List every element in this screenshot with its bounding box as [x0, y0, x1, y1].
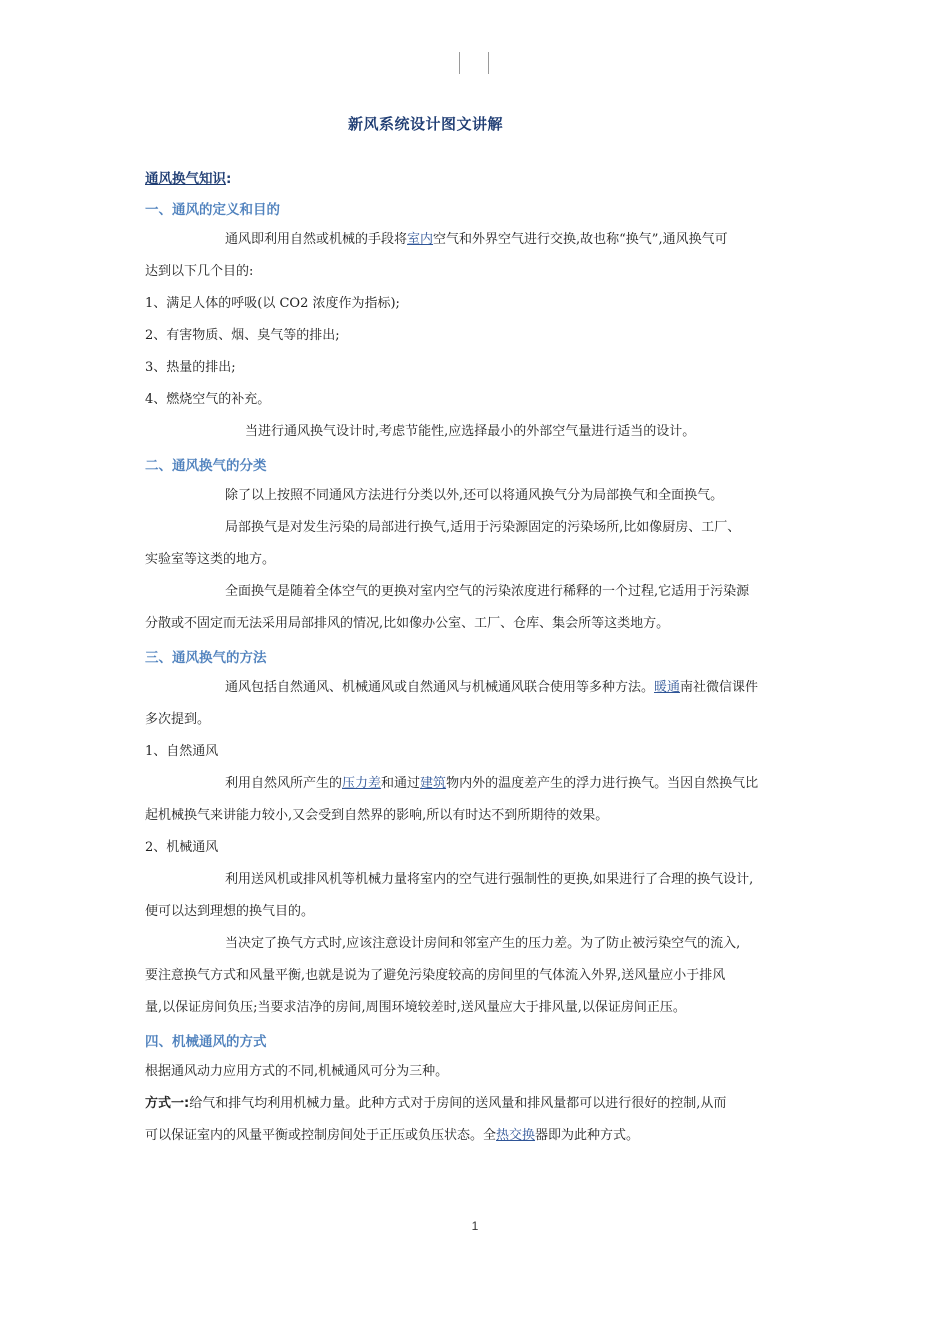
s3-link-pressure-difference[interactable]: 压力差 — [342, 776, 382, 791]
header-corner-marks — [459, 52, 491, 74]
s4-method-1-cont — [145, 1126, 639, 1146]
header-mark-right — [488, 52, 489, 74]
s3-natural-text-b: 和通过 — [381, 776, 421, 791]
section-3-heading: 三、通风换气的方法 — [145, 650, 267, 666]
s3-link-building[interactable]: 建筑 — [420, 776, 447, 791]
s1-list-item: 2、有害物质、烟、臭气等的排出; — [145, 328, 340, 343]
knowledge-label-text: 通风换气知识 — [145, 171, 226, 187]
s2-paragraph-2-cont: 实验室等这类的地方。 — [145, 552, 276, 567]
s3-natural-text-a: 利用自然风所产生的 — [225, 776, 343, 791]
s3-link-hvac[interactable]: 暖通 — [654, 680, 681, 695]
s4-method-1-cont-a: 可以保证室内的风量平衡或控制房间处于正压或负压状态。全 — [145, 1128, 497, 1143]
section-1-heading: 一、通风的定义和目的 — [145, 202, 280, 218]
s3-mechanical-paragraph-2-cont: 量,以保证房间负压;当要求洁净的房间,周围环境较差时,送风量应大于排风量,以保证房间正压。 — [145, 1000, 686, 1015]
s3-mechanical-paragraph-1: 利用送风机或排风机等机械力量将室内的空气进行强制性的更换,如果进行了合理的换气设计, — [225, 872, 754, 887]
s1-p1-text-b: 空气和外界空气进行交换,故也称“换气”,通风换气可 — [433, 232, 728, 247]
s3-p1-text-a: 通风包括自然通风、机械通风或自然通风与机械通风联合使用等多种方法。 — [225, 680, 655, 695]
s3-mechanical-paragraph-2-cont: 要注意换气方式和风量平衡,也就是说为了避免污染度较高的房间里的气体流入外界,送风量应小于排风 — [145, 968, 726, 983]
page-number: 1 — [471, 1219, 479, 1233]
s4-method-1-text: 给气和排气均利用机械力量。此种方式对于房间的送风量和排风量都可以进行很好的控制,从而 — [189, 1096, 727, 1111]
document-title: 新风系统设计图文讲解 — [348, 115, 504, 133]
s2-paragraph-2: 局部换气是对发生污染的局部进行换气,适用于污染源固定的污染场所,比如像厨房、工厂、 — [225, 520, 741, 535]
s1-paragraph-1 — [145, 230, 728, 250]
s1-p1-text-a: 通风即利用自然或机械的手段将 — [225, 232, 408, 247]
s1-list-item: 1、满足人体的呼吸(以 CO2 浓度作为指标); — [145, 296, 400, 311]
s4-method-1-label: 方式一: — [145, 1096, 190, 1111]
knowledge-label — [145, 167, 231, 187]
knowledge-label-colon: : — [226, 171, 232, 187]
s1-list-item: 4、燃烧空气的补充。 — [145, 392, 271, 407]
s3-paragraph-1 — [145, 678, 758, 698]
s3-mechanical-paragraph-1-cont: 便可以达到理想的换气目的。 — [145, 904, 315, 919]
s3-natural-paragraph — [145, 774, 758, 794]
s3-natural-paragraph-cont: 起机械换气来讲能力较小,又会受到自然界的影响,所以有时达不到所期待的效果。 — [145, 808, 609, 823]
s3-paragraph-1-cont: 多次提到。 — [145, 712, 211, 727]
s2-paragraph-3-cont: 分散或不固定而无法采用局部排风的情况,比如像办公室、工厂、仓库、集会所等这类地方。 — [145, 616, 670, 631]
header-mark-left — [459, 52, 460, 74]
s4-intro: 根据通风动力应用方式的不同,机械通风可分为三种。 — [145, 1064, 449, 1079]
s1-link-indoor[interactable]: 室内 — [407, 232, 434, 247]
s2-paragraph-3: 全面换气是随着全体空气的更换对室内空气的污染浓度进行稀释的一个过程,它适用于污染源 — [225, 584, 750, 599]
s4-link-heat-exchange[interactable]: 热交换 — [496, 1128, 536, 1143]
s3-natural-text-c: 物内外的温度差产生的浮力进行换气。当因自然换气比 — [446, 776, 759, 791]
s3-subheading-mechanical: 2、机械通风 — [145, 840, 219, 855]
s2-paragraph-1: 除了以上按照不同通风方法进行分类以外,还可以将通风换气分为局部换气和全面换气。 — [225, 488, 724, 503]
section-2-heading: 二、通风换气的分类 — [145, 458, 267, 474]
s4-method-1 — [145, 1094, 726, 1114]
s1-list-item: 3、热量的排出; — [145, 360, 236, 375]
s3-subheading-natural: 1、自然通风 — [145, 744, 219, 759]
s4-method-1-cont-b: 器即为此种方式。 — [535, 1128, 640, 1143]
s1-paragraph-1-cont: 达到以下几个目的: — [145, 264, 254, 279]
s1-note: 当进行通风换气设计时,考虑节能性,应选择最小的外部空气量进行适当的设计。 — [245, 424, 696, 439]
s3-p1-text-b: 南社微信课件 — [680, 680, 759, 695]
s3-mechanical-paragraph-2: 当决定了换气方式时,应该注意设计房间和邻室产生的压力差。为了防止被污染空气的流入, — [225, 936, 741, 951]
section-4-heading: 四、机械通风的方式 — [145, 1034, 267, 1050]
